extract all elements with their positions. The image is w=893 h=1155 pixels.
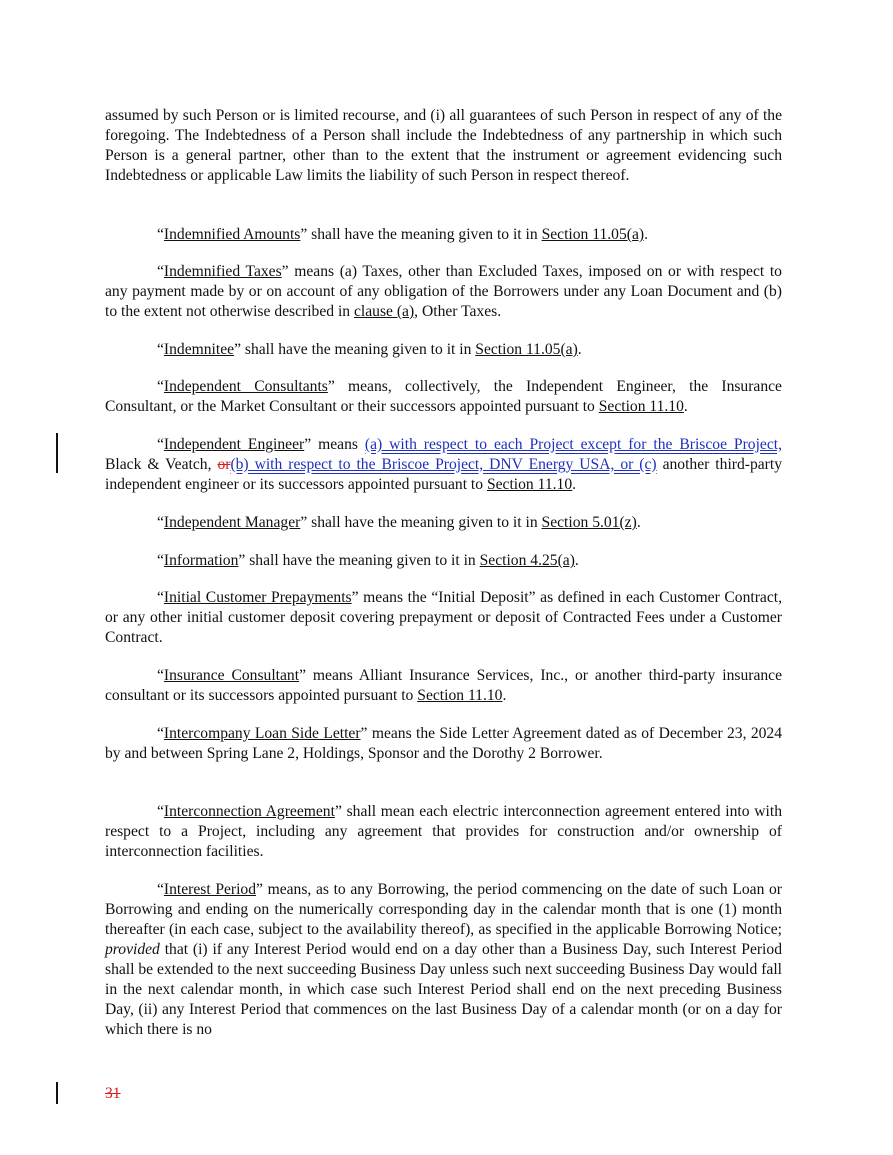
definition-interest-period: “Interest Period” means, as to any Borrowing, the period commencing on the date of such Loan or Borrowing and ending on the numerically corresponding day in the calendar month that is one (1) month thereafter (in each case, subject to the availability thereof), as specified in the applicable Borrowing Notice; provided that (i) if any Interest Period would end on a day other than a Business Day, such Interest Period shall be extended to the next succeeding Business Day unless such next succeeding Business Day would fall in the next calendar month, in which case such Interest Period shall end on the next preceding Business Day, (ii) any Interest Period that commences on the last Business Day of a calendar month (or on a day for which there is no xyxy=(105,881,782,1038)
change-bar xyxy=(56,433,58,473)
cross-reference: Section 4.25(a) xyxy=(479,552,575,569)
definition-indemnitee: “Indemnitee” shall have the meaning given to it in Section 11.05(a). xyxy=(157,341,582,358)
cross-reference: Section 11.10 xyxy=(486,476,573,493)
defined-term: Indemnitee xyxy=(163,341,235,358)
defined-term: Independent Manager xyxy=(163,514,301,531)
defined-term: Interconnection Agreement xyxy=(163,803,335,820)
defined-term: Insurance Consultant xyxy=(163,667,300,684)
cross-reference: clause (a) xyxy=(354,303,415,320)
defined-term: Initial Customer Prepayments xyxy=(163,589,352,606)
defined-term: Intercompany Loan Side Letter xyxy=(163,725,361,742)
italic-proviso: provided xyxy=(105,941,160,958)
definition-independent-manager: “Independent Manager” shall have the meaning given to it in Section 5.01(z). xyxy=(157,514,641,531)
defined-term: Information xyxy=(163,552,239,569)
defined-term: Independent Consultants xyxy=(163,378,328,395)
defined-term: Independent Engineer xyxy=(163,436,305,453)
definition-interconnection-agreement: “Interconnection Agreement” shall mean each electric interconnection agreement entered into with respect to a Project, including any agreement that provides for construction and/or ownership of interconnection facilities. xyxy=(105,803,782,860)
tracked-insertion: (a) with respect to each Project except for the Briscoe Project, xyxy=(364,436,783,453)
definition-information: “Information” shall have the meaning given to it in Section 4.25(a). xyxy=(157,552,579,569)
definition-intercompany-loan-side-letter: “Intercompany Loan Side Letter” means the Side Letter Agreement dated as of December 23, 2024 by and between Spring Lane 2, Holdings, Sponsor and the Dorothy 2 Borrower. xyxy=(105,725,783,762)
paragraph-indebtedness-continuation: assumed by such Person or is limited recourse, and (i) all guarantees of such Person in respect of any of the foregoing. The Indebtedness of a Person shall include the Indebtedness of any partnership in which such Person is a general partner, other than to the extent that the instrument or agreement evidencing such Indebtedness or applicable Law limits the liability of such Person in respect thereof. xyxy=(105,107,782,184)
cross-reference: Section 11.05(a) xyxy=(541,226,645,243)
cross-reference: Section 11.05(a) xyxy=(475,341,578,358)
definition-initial-customer-prepayments: “Initial Customer Prepayments” means the “Initial Deposit” as defined in each Customer Contract, or any other initial customer deposit covering prepayment or deposit of Contracted Fees under a Customer Contract. xyxy=(105,589,782,646)
definition-independent-engineer: “Independent Engineer” means (a) with respect to each Project except for the Briscoe Project, Black & Veatch, or(b) with respect to the Briscoe Project, DNV Energy USA, or (c) another third-party independent engineer or its successors appointed pursuant to Section 11.10. xyxy=(105,436,783,493)
defined-term: Indemnified Taxes xyxy=(163,263,282,280)
definition-indemnified-taxes: “Indemnified Taxes” means (a) Taxes, other than Excluded Taxes, imposed on or with respect to any payment made by or on account of any obligation of the Borrowers under any Loan Document and (b) to the extent not otherwise described in clause (a), Other Taxes. xyxy=(105,263,782,320)
definition-independent-consultants: “Independent Consultants” means, collectively, the Independent Engineer, the Insurance Consultant, or the Market Consultant or their successors appointed pursuant to Section 11.10. xyxy=(105,378,782,415)
definition-insurance-consultant: “Insurance Consultant” means Alliant Insurance Services, Inc., or another third-party insurance consultant or its successors appointed pursuant to Section 11.10. xyxy=(105,667,782,704)
definition-indemnified-amounts: “Indemnified Amounts” shall have the meaning given to it in Section 11.05(a). xyxy=(157,226,648,243)
defined-term: Interest Period xyxy=(163,881,257,898)
cross-reference: Section 11.10 xyxy=(417,687,503,704)
change-bar xyxy=(56,1082,58,1104)
defined-term: Indemnified Amounts xyxy=(163,226,301,243)
tracked-insertion: (b) with respect to the Briscoe Project, DNV Energy USA, or (c) xyxy=(230,456,657,473)
page-number: 31 xyxy=(105,1085,121,1102)
cross-reference: Section 5.01(z) xyxy=(541,514,637,531)
tracked-deletion: or xyxy=(217,456,231,473)
cross-reference: Section 11.10 xyxy=(598,398,684,415)
